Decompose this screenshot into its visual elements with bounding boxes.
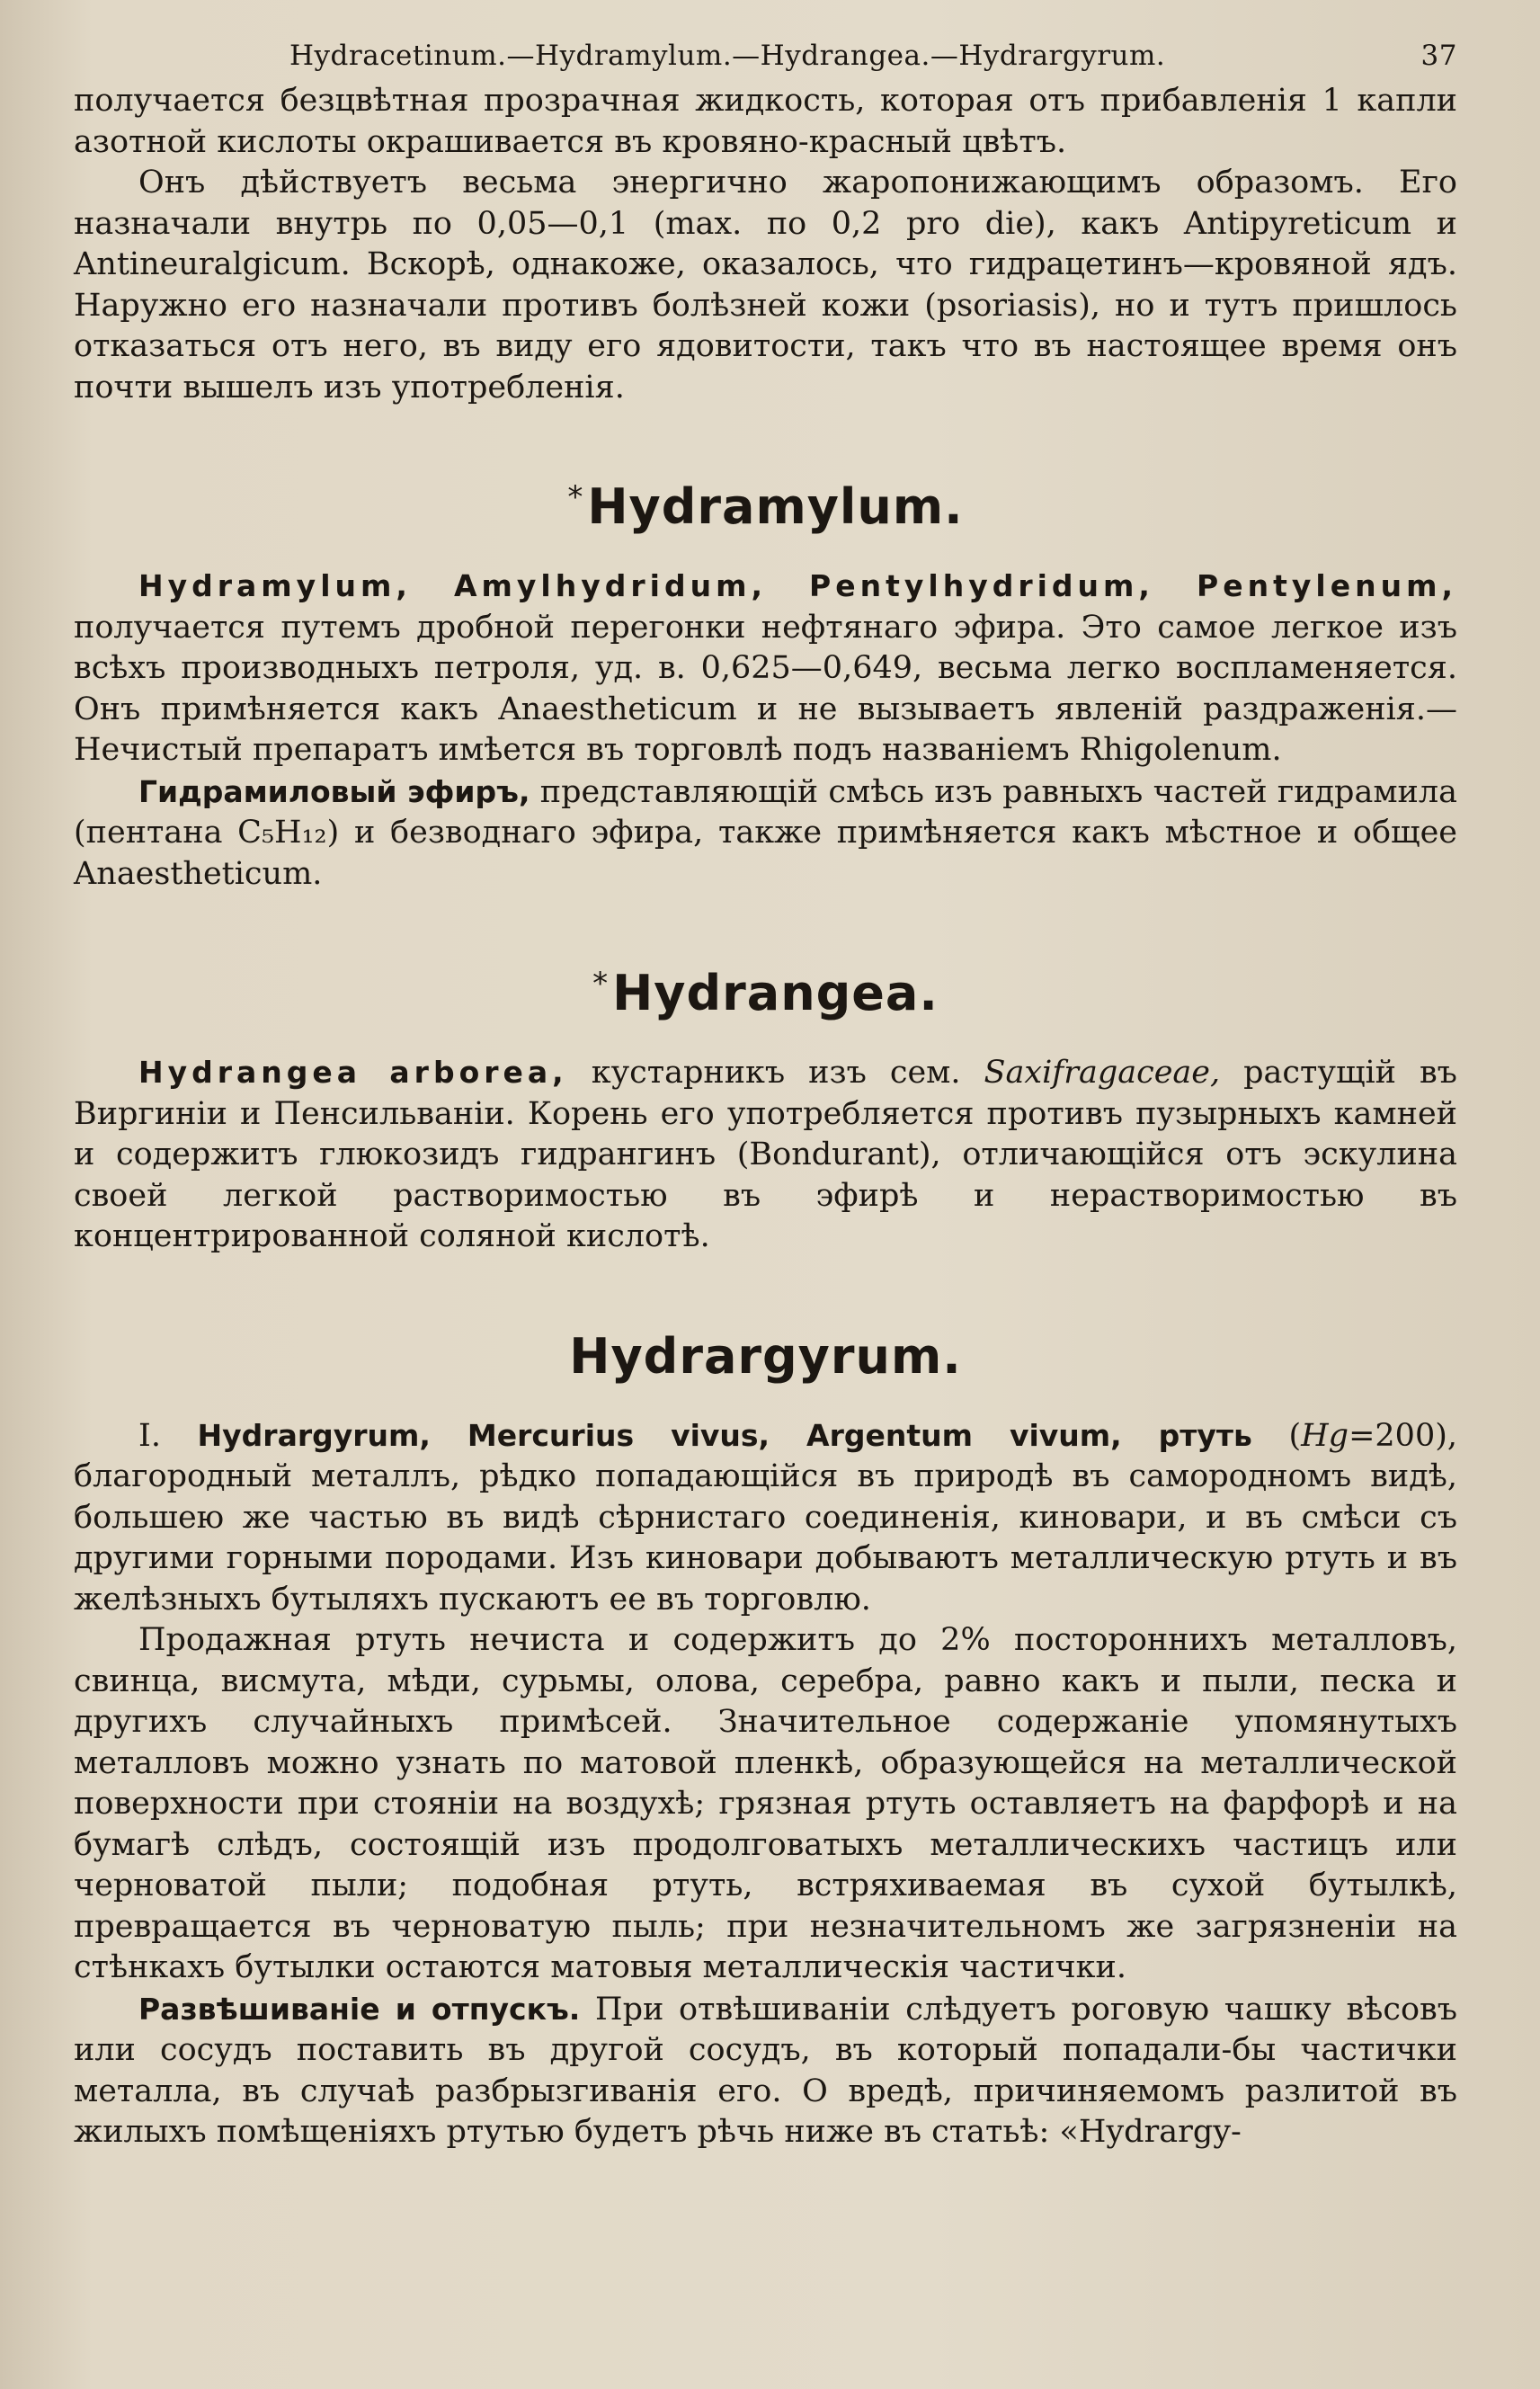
- hydrangea-heading: [74, 965, 1457, 1021]
- hydramylum-paragraph-2-text: представляющій смѣсь изъ равныхъ частей гидрамила (пентана C₅H₁₂) и безводнаго эфира, также примѣняется какъ мѣстное и общее Anaestheticum.: [74, 773, 1457, 892]
- hydrargyrum-heading: Hydrargyrum.: [569, 1327, 962, 1385]
- hydramylum-paragraph-2: [74, 771, 1457, 896]
- hydramyl-ether-term: Гидрамиловый эфиръ,: [138, 773, 530, 809]
- hydrangea-text-a: кустарникъ изъ сем.: [591, 1055, 961, 1091]
- hydrangea-species-name: Hydrangea arborea,: [138, 1055, 568, 1090]
- hydramylum-heading: [74, 478, 1457, 535]
- hydrangea-text-b: растущій въ Виргиніи и Пенсильваніи. Корень его употребляется противъ пузырныхъ камней и содержитъ глюкозидъ гидрангинъ (Bondurant), отличающійся отъ эскулина своей легкой растворимостью въ эфирѣ и нерастворимостью въ концентрированной соляной кислотѣ.: [74, 1055, 1457, 1254]
- running-title: Hydracetinum.—Hydramylum.—Hydrangea.—Hydrargyrum.: [289, 40, 1166, 72]
- formula-open: (: [1288, 1417, 1302, 1454]
- hydramylum-synonyms: Hydramylum, Amylhydridum, Pentylhydridum, Pentylenum,: [138, 568, 1457, 603]
- heading-star: *: [592, 966, 610, 1002]
- hydramylum-paragraph-1: [74, 566, 1457, 771]
- formula-weight: =200),: [1349, 1417, 1457, 1454]
- hydrargyrum-paragraph-3-text: При отвѣшиваніи слѣдуетъ роговую чашку вѣсовъ или сосудъ поставить въ другой сосудъ, въ который попадали-бы частички металла, въ случаѣ разбрызгиванія его. О вредѣ, причиняемомъ разлитой въ жилыхъ помѣщеніяхъ ртутью будетъ рѣчь ниже въ статьѣ: «Hydrargy-: [74, 1991, 1457, 2150]
- hydrargyrum-paragraph-2: Продажная ртуть нечиста и содержитъ до 2% постороннихъ металловъ, свинца, висмута, мѣди, сурьмы, олова, серебра, равно какъ и пыли, песка и другихъ случайныхъ примѣсей. Значительное содержаніе упомянутыхъ металловъ можно узнать по матовой пленкѣ, образующейся на металлической поверхности при стояніи на воздухѣ; грязная ртуть оставляетъ на фарфорѣ и на бумагѣ слѣдъ, состоящій изъ продолговатыхъ металлическихъ частицъ или черноватой пыли; подобная ртуть, встряхиваемая въ сухой бутылкѣ, превращается въ черноватую пыль; при незначительномъ же загрязненіи на стѣнкахъ бутылки остаются матовыя металлическія частички.: [74, 1622, 1457, 1985]
- hydrargyrum-paragraph-1: [74, 1415, 1457, 1621]
- hydrargyrum-paragraph-3: [74, 1989, 1457, 2153]
- hydramylum-paragraph-1-text: получается путемъ дробной перегонки нефтянаго эфира. Это самое легкое изъ всѣхъ производныхъ петроля, уд. в. 0,625—0,649, весьма легко воспламеняется. Онъ примѣняется какъ Anaestheticum и не вызываетъ явленій раздраженія.—Нечистый препаратъ имѣется въ торговлѣ подъ названіемъ Rhigolenum.: [74, 609, 1457, 768]
- page-number: 37: [1420, 40, 1457, 72]
- heading-star: *: [567, 479, 584, 515]
- hydrargyrum-paragraph-1-text: благородный металлъ, рѣдко попадающійся въ природѣ въ самородномъ видѣ, большею же частью въ видѣ сѣрнистаго соединенія, киновари, и въ смѣси съ другими горными породами. Изъ киновари добываютъ металлическую ртуть и въ желѣзныхъ бутыляхъ пускаютъ ее въ торговлю.: [74, 1458, 1457, 1618]
- hydrargyrum-synonyms: Hydrargyrum, Mercurius vivus, Argentum vivum, ртуть: [197, 1417, 1252, 1453]
- running-head: [74, 34, 1457, 81]
- hydrangea-paragraph-1: [74, 1052, 1457, 1258]
- hydrangea-family: Saxifragaceae,: [984, 1055, 1221, 1091]
- hydracetinum-paragraph-2: Онъ дѣйствуетъ весьма энергично жаропонижающимъ образомъ. Его назначали внутрь по 0,05—0,1 (max. по 0,2 pro die), какъ Antipyreticum и Antineuralgicum. Вскорѣ, однакоже, оказалось, что гидрацетинъ—кровяной ядъ. Наружно его назначали противъ болѣзней кожи (psoriasis), но и тутъ пришлось отказаться отъ него, въ виду его ядовитости, такъ что въ настоящее время онъ почти вышелъ изъ употребленія.: [74, 165, 1457, 406]
- section-numeral: I.: [138, 1417, 161, 1454]
- hydrangea-heading-text: Hydrangea.: [612, 965, 939, 1021]
- hydracetinum-paragraph-1: получается безцвѣтная прозрачная жидкость, которая отъ прибавленія 1 капли азотной кислоты окрашивается въ кровяно-красный цвѣтъ.: [74, 83, 1457, 160]
- weighing-subheading: Развѣшиваніе и отпускъ.: [138, 1991, 581, 2027]
- formula-symbol: Hg: [1301, 1417, 1349, 1454]
- hydramylum-heading-text: Hydramylum.: [587, 478, 964, 535]
